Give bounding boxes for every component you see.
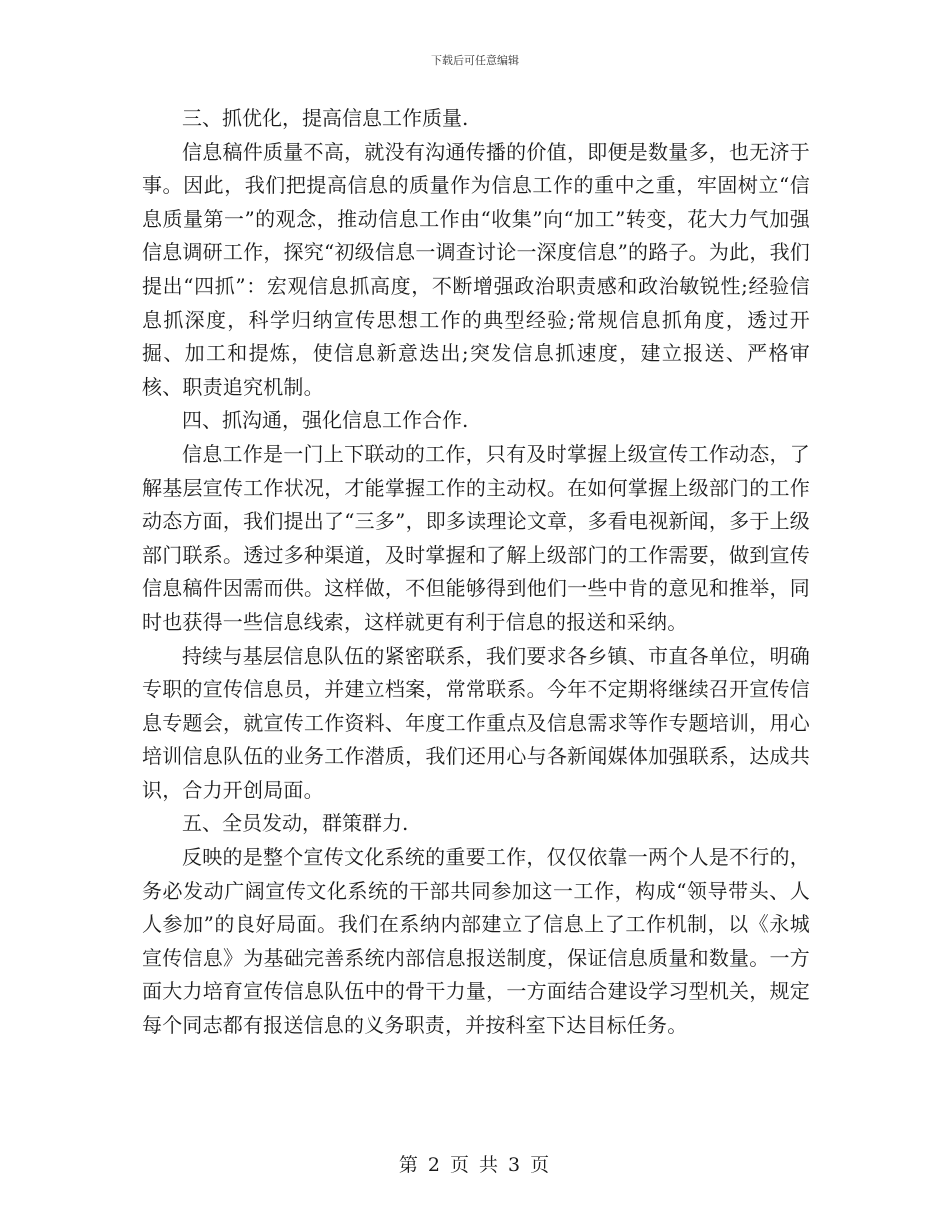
paragraph-full-mobilization: 反映的是整个宣传文化系统的重要工作，仅仅依靠一两个人是不行的，务必发动广阔宣传文化系统的干部共同参加这一工作，构成“领导带头、人人参加”的良好局面。我们在系纳内部建立了信息上了工作机制，以《永城宣传信息》为基础完善系统内部信息报送制度，保证信息质量和数量。一方面大力培育宣传信息队伍中的骨干力量，一方面结合建设学习型机关，规定每个同志都有报送信息的义务职责，并按科室下达目标任务。 (142, 845, 810, 1038)
page-header-note: 下载后可任意编辑 (431, 54, 519, 67)
page-number-footer: 第 2 页 共 3 页 (398, 1154, 552, 1176)
paragraph-info-quality: 信息稿件质量不高，就没有沟通传播的价值，即便是数量多，也无济于事。因此，我们把提高信息的质量作为信息工作的重中之重，牢固树立“信息质量第一”的观念，推动信息工作由“收集”向“加工”转变，花大力气加强信息调研工作，探究“初级信息一调查讨论一深度信息”的路子。为此，我们提出“四抓”：宏观信息抓高度，不断增强政治职责感和政治敏锐性;经验信息抓深度，科学归纳宣传思想工作的典型经验;常规信息抓角度，透过开掘、加工和提炼，使信息新意迭出;突发信息抓速度，建立报送、严格审核、职责追究机制。 (142, 139, 810, 399)
section-heading-5: 五、全员发动，群策群力. (182, 811, 409, 836)
section-heading-3: 三、抓优化，提高信息工作质量. (182, 106, 469, 130)
document-body (142, 102, 810, 1043)
paragraph-grassroots-contact: 持续与基层信息队伍的紧密联系，我们要求各乡镇、市直各单位，明确专职的宣传信息员，并建立档案，常常联系。今年不定期将继续召开宣传信息专题会，就宣传工作资料、年度工作重点及信息需求等作专题培训，用心培训信息队伍的业务工作潜质，我们还用心与各新闻媒体加强联系，达成共识，合力开创局面。 (142, 643, 810, 802)
section-heading-4: 四、抓沟通，强化信息工作合作. (182, 408, 469, 433)
paragraph-communication: 信息工作是一门上下联动的工作，只有及时掌握上级宣传工作动态，了解基层宣传工作状况，才能掌握工作的主动权。在如何掌握上级部门的工作动态方面，我们提出了“三多”，即多读理论文章，多看电视新闻，多于上级部门联系。透过多种渠道，及时掌握和了解上级部门的工作需要，做到宣传信息稿件因需而供。这样做，不但能够得到他们一些中肯的意见和推举，同时也获得一些信息线索，这样就更有利于信息的报送和采纳。 (142, 441, 810, 634)
